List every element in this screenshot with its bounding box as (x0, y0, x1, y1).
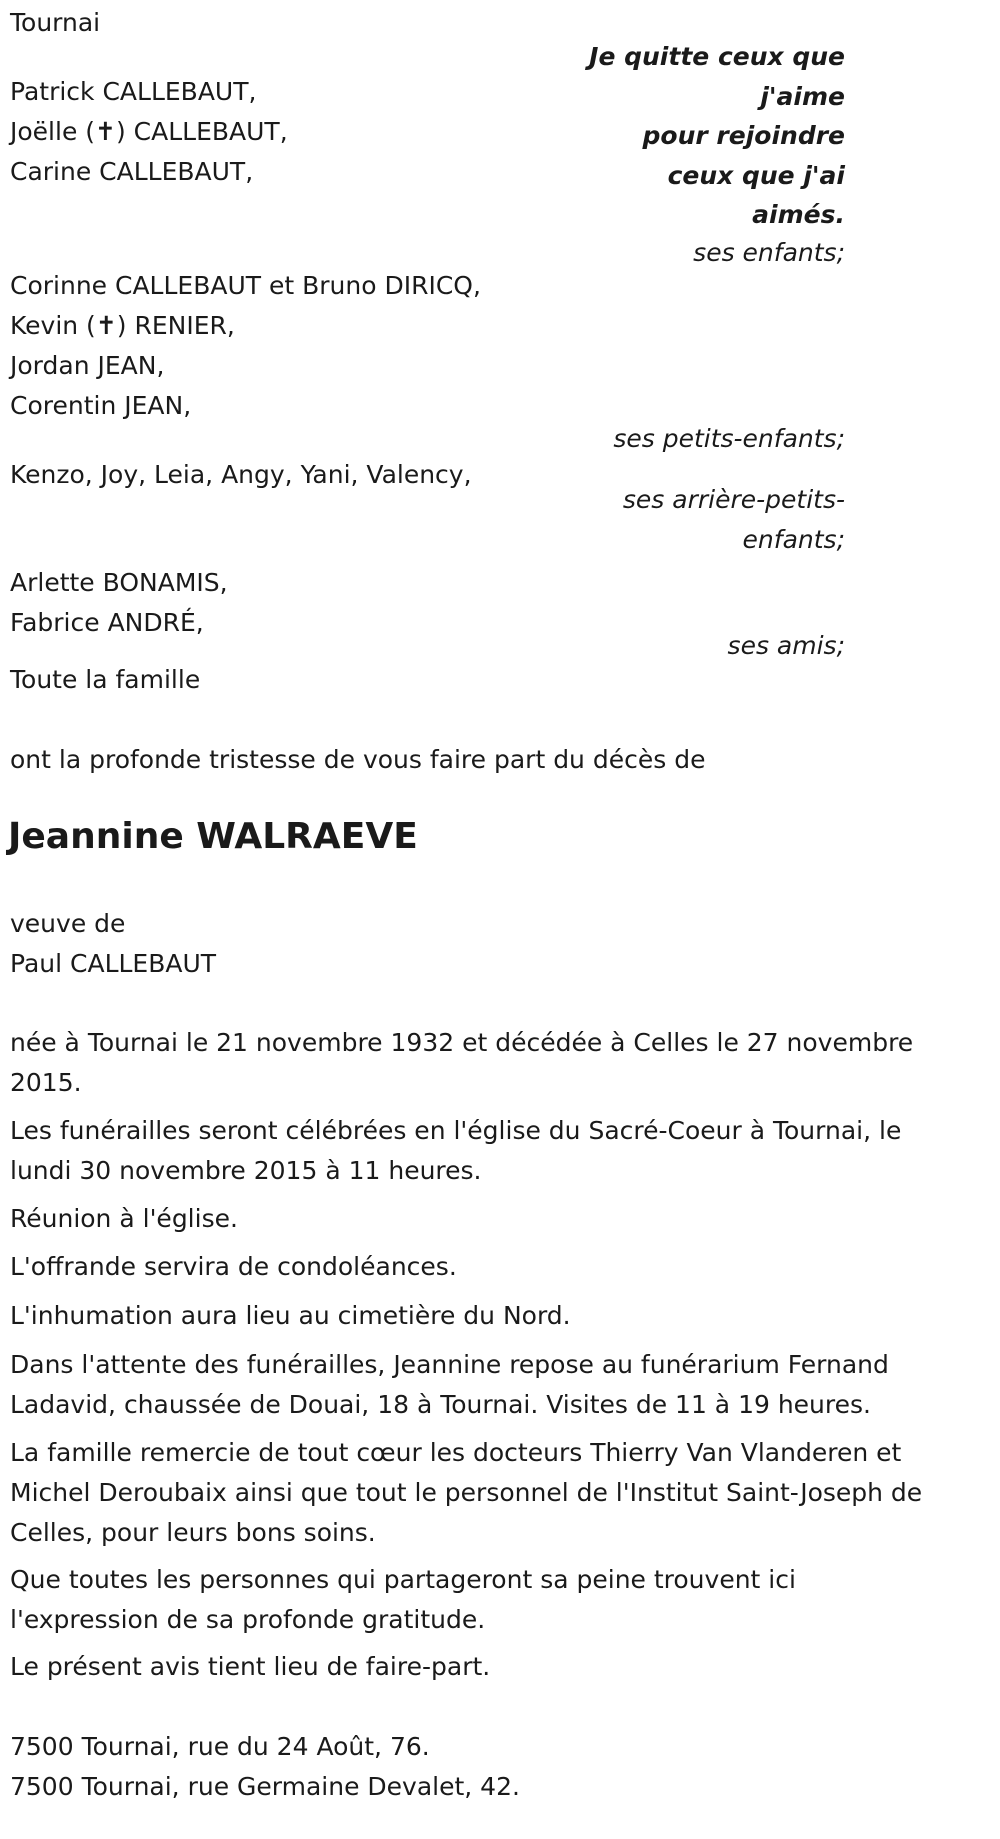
paragraph-line: Dans l'attente des funérailles, Jeannine repose au funérarium Fernand (10, 1350, 889, 1379)
paragraph-line: La famille remercie de tout cœur les docteurs Thierry Van Vlanderen et (10, 1438, 902, 1467)
paragraph-line: 2015. (10, 1068, 82, 1097)
quote-line: aimés. (752, 200, 845, 229)
quote-line: ceux que j'ai (667, 160, 845, 190)
grandchild-name: Jordan JEAN, (10, 351, 165, 380)
grandchild-name: Corinne CALLEBAUT et Bruno DIRICQ, (10, 271, 481, 300)
great-grandchild-names: Kenzo, Joy, Leia, Angy, Yani, Valency, (10, 460, 472, 489)
paragraph-line: l'expression de sa profonde gratitude. (10, 1605, 486, 1634)
announcement: ont la profonde tristesse de vous faire part du décès de (10, 745, 706, 774)
family-line: Toute la famille (10, 665, 201, 694)
child-name: Patrick CALLEBAUT, (10, 77, 257, 106)
paragraph-meeting (10, 1199, 238, 1239)
paragraph-line: L'inhumation aura lieu au cimetière du Nord. (10, 1301, 571, 1330)
friends-list (10, 563, 228, 643)
paragraph-line: lundi 30 novembre 2015 à 11 heures. (10, 1156, 482, 1185)
paragraph-line: Celles, pour leurs bons soins. (10, 1518, 376, 1547)
quote (589, 37, 845, 235)
paragraph-line: Réunion à l'église. (10, 1204, 238, 1233)
children-role: ses enfants; (693, 238, 845, 267)
friend-name: Arlette BONAMIS, (10, 568, 228, 597)
grandchild-name: Corentin JEAN, (10, 391, 192, 420)
paragraph-thanks (10, 1433, 922, 1553)
grandchildren-list (10, 266, 481, 426)
paragraph-birth-death (10, 1023, 913, 1103)
paragraph-line: Michel Deroubaix ainsi que tout le personnel de l'Institut Saint-Joseph de (10, 1478, 923, 1507)
paragraph-notice (10, 1647, 490, 1687)
address-line: 7500 Tournai, rue du 24 Août, 76. (10, 1732, 430, 1761)
child-name: Carine CALLEBAUT, (10, 157, 254, 186)
widow-line: Paul CALLEBAUT (10, 949, 217, 978)
friends-role: ses amis; (727, 631, 845, 660)
paragraph-line: Le présent avis tient lieu de faire-part. (10, 1652, 491, 1681)
widow-line: veuve de (10, 909, 126, 938)
quote-line: j'aime (760, 81, 845, 111)
great-grandchildren-list (10, 455, 472, 495)
deceased-name: Jeannine WALRAEVE (8, 816, 418, 857)
paragraph-line: Les funérailles seront célébrées en l'église du Sacré-Coeur à Tournai, le (10, 1116, 902, 1145)
quote-line: Je quitte ceux que (589, 42, 845, 71)
paragraph-gratitude (10, 1560, 796, 1640)
paragraph-offering (10, 1247, 457, 1287)
addresses (10, 1727, 520, 1807)
address-line: 7500 Tournai, rue Germaine Devalet, 42. (10, 1772, 520, 1801)
paragraph-line: L'offrande servira de condoléances. (10, 1252, 457, 1281)
child-name: Joëlle (✝) CALLEBAUT, (10, 117, 288, 146)
paragraph-funeral (10, 1111, 901, 1191)
great-grandchildren-role (623, 480, 845, 560)
role-line: enfants; (742, 525, 845, 554)
grandchild-name: Kevin (✝) RENIER, (10, 311, 235, 340)
widow-of (10, 904, 216, 984)
role-line: ses arrière-petits- (622, 485, 845, 514)
city-header: Tournai (10, 8, 101, 37)
paragraph-line: née à Tournai le 21 novembre 1932 et décédée à Celles le 27 novembre (10, 1028, 914, 1057)
friend-name: Fabrice ANDRÉ, (10, 608, 204, 637)
paragraph-funerarium (10, 1345, 889, 1425)
grandchildren-role: ses petits-enfants; (613, 424, 845, 453)
quote-line: pour rejoindre (642, 121, 845, 150)
paragraph-line: Que toutes les personnes qui partageront sa peine trouvent ici (10, 1565, 796, 1594)
paragraph-burial (10, 1296, 571, 1336)
children-list (10, 72, 288, 192)
paragraph-line: Ladavid, chaussée de Douai, 18 à Tournai. Visites de 11 à 19 heures. (10, 1390, 871, 1419)
